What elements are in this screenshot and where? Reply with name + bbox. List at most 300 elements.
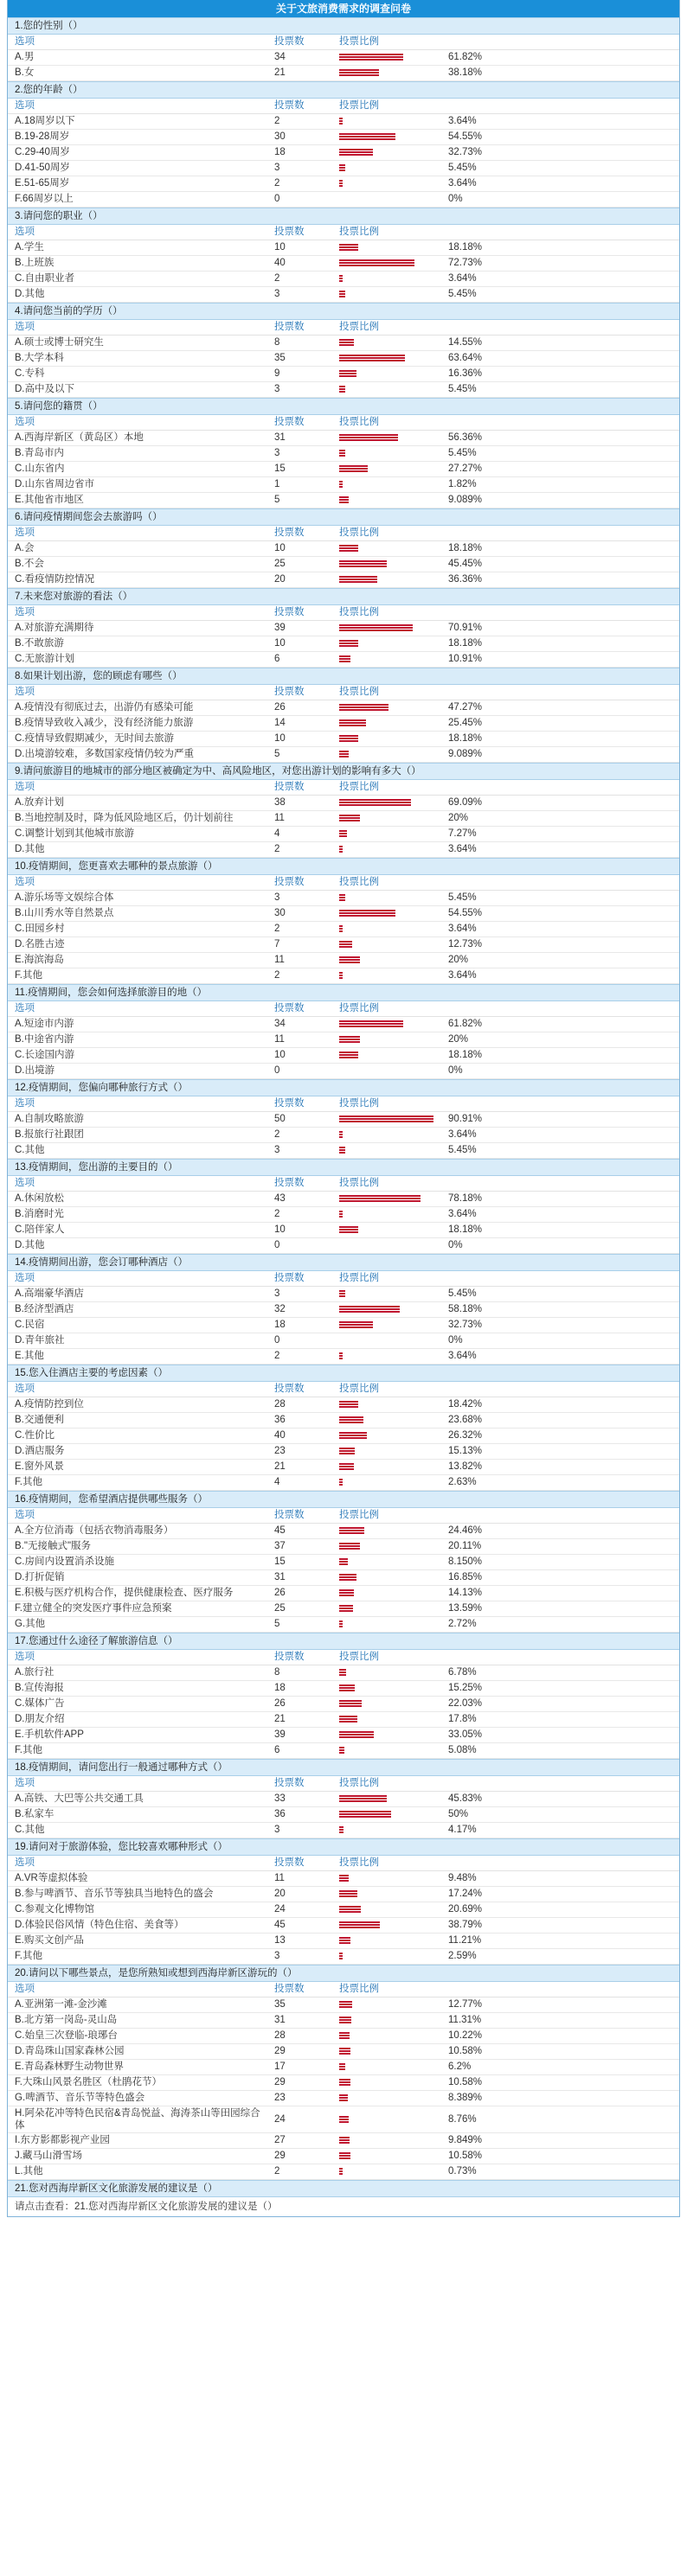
vote-ratio: 11.21% [448,1935,482,1946]
question-block-7 [8,588,679,668]
vote-count: 32 [267,1302,332,1318]
ratio-bar [339,259,414,267]
col-header-count: 投票数 [267,526,332,541]
option-label: B.私家车 [8,1807,267,1823]
col-header-ratio: 投票比例 [332,1382,679,1397]
table-header-row [8,1271,679,1287]
vote-count: 2 [267,114,332,130]
table-header-row [8,1001,679,1017]
vote-ratio: 3.64% [448,1351,477,1361]
vote-count: 3 [267,1287,332,1302]
ratio-bar [339,799,411,807]
vote-count: 21 [267,1712,332,1728]
survey-results-page [7,0,680,2217]
col-header-ratio: 投票比例 [332,685,679,700]
vote-ratio-cell [332,1143,679,1159]
question-block-20 [8,1965,679,2180]
col-header-option: 选项 [8,225,267,240]
vote-ratio-cell [332,621,679,636]
vote-ratio-cell [332,1318,679,1333]
ratio-bar [339,2048,350,2055]
vote-ratio: 13.59% [448,1603,483,1614]
vote-count: 25 [267,1601,332,1617]
vote-count: 2 [267,1128,332,1143]
vote-ratio: 26.32% [448,1430,483,1441]
vote-ratio-cell [332,953,679,968]
col-header-option: 选项 [8,320,267,336]
vote-ratio-cell [332,367,679,382]
option-label: B.大学本科 [8,351,267,367]
ratio-bar [339,1211,343,1218]
ratio-bar [339,2063,345,2071]
ratio-bar [339,640,358,648]
option-label: B."无接触式"服务 [8,1539,267,1555]
option-label: B.女 [8,66,267,81]
ratio-bar [339,1448,355,1455]
ratio-bar-track [339,624,443,632]
option-label: A.西海岸新区（黄岛区）本地 [8,431,267,446]
ratio-bar [339,941,352,949]
results-table [8,1001,679,1079]
question-block-17 [8,1633,679,1759]
ratio-bar [339,545,358,553]
vote-ratio-cell [332,1524,679,1539]
vote-ratio: 2.59% [448,1951,477,1961]
table-row [8,1681,679,1697]
ratio-bar [339,339,354,347]
vote-ratio: 36.36% [448,574,483,585]
vote-ratio: 25.45% [448,718,483,728]
ratio-bar [339,1921,380,1929]
table-row [8,50,679,66]
table-row [8,1743,679,1759]
vote-count: 3 [267,446,332,462]
ratio-bar-track [339,133,443,141]
vote-ratio: 18.18% [448,733,483,744]
ratio-bar [339,69,379,77]
option-label: B.上班族 [8,256,267,272]
option-label: I.东方影都影视产业园 [8,2133,267,2149]
ratio-bar-track [339,1589,443,1597]
ratio-bar-track [339,118,443,125]
vote-ratio: 12.77% [448,1999,483,2010]
vote-ratio: 24.46% [448,1525,483,1536]
ratio-bar [339,2001,352,2009]
ratio-bar-track [339,339,443,347]
results-table [8,1650,679,1759]
vote-ratio-cell [332,114,679,130]
col-header-ratio: 投票比例 [332,526,679,541]
option-label: E.其他省市地区 [8,493,267,508]
vote-ratio: 0% [448,1065,463,1076]
vote-count: 39 [267,1728,332,1743]
option-label: D.青年旅社 [8,1333,267,1349]
table-row [8,1570,679,1586]
ratio-bar-track [339,2001,443,2009]
vote-count: 23 [267,2091,332,2106]
ratio-bar-track [339,1747,443,1755]
option-label: A.疫情防控到位 [8,1397,267,1413]
vote-ratio-cell [332,1032,679,1048]
table-row [8,572,679,588]
vote-ratio-cell [332,1949,679,1965]
vote-ratio: 3.64% [448,116,477,126]
option-label: D.酒店服务 [8,1444,267,1460]
table-row [8,382,679,398]
vote-count: 3 [267,891,332,906]
table-row [8,922,679,937]
ratio-bar-track [339,1669,443,1677]
ratio-bar-track [339,1131,443,1139]
table-row [8,842,679,858]
ratio-bar-track [339,164,443,172]
col-header-option: 选项 [8,1508,267,1524]
vote-ratio-cell [332,652,679,668]
option-label: A.自制攻略旅游 [8,1112,267,1128]
vote-ratio-cell [332,937,679,953]
ratio-bar-track [339,1306,443,1314]
question-block-14 [8,1254,679,1365]
ratio-bar [339,2168,343,2176]
table-row [8,176,679,192]
vote-count: 10 [267,240,332,256]
col-header-ratio: 投票比例 [332,1776,679,1792]
ratio-bar-track [339,799,443,807]
vote-ratio-cell [332,1287,679,1302]
vote-ratio-cell [332,891,679,906]
vote-count: 29 [267,2044,332,2060]
question-title: 8.如果计划出游，您的顾虑有哪些（） [8,668,679,685]
vote-ratio: 32.73% [448,147,483,157]
ratio-bar-track [339,2137,443,2145]
option-label: C.参观文化博物馆 [8,1902,267,1918]
vote-count: 45 [267,1524,332,1539]
ratio-bar-track [339,1352,443,1360]
table-row [8,1823,679,1838]
ratio-bar-track [339,434,443,442]
ratio-bar [339,370,356,378]
col-header-option: 选项 [8,875,267,891]
vote-ratio-cell [332,161,679,176]
option-label: B.不会 [8,557,267,572]
results-table [8,415,679,508]
vote-ratio: 10.58% [448,2046,483,2056]
col-header-option: 选项 [8,1776,267,1792]
table-row [8,1207,679,1223]
vote-ratio-cell [332,256,679,272]
vote-ratio: 17.24% [448,1889,483,1899]
ratio-bar-track [339,1527,443,1535]
table-header-row [8,320,679,336]
vote-ratio-cell [332,1444,679,1460]
option-label: L.其他 [8,2164,267,2180]
ratio-bar [339,434,398,442]
vote-ratio: 2.72% [448,1619,477,1629]
table-header-row [8,225,679,240]
table-row [8,1064,679,1079]
vote-ratio: 3.64% [448,273,477,284]
ratio-bar-track [339,1795,443,1803]
table-row [8,732,679,747]
ratio-bar-track [339,259,443,267]
ratio-bar [339,1290,345,1298]
vote-ratio-cell [332,176,679,192]
ratio-bar-track [339,1463,443,1471]
col-header-ratio: 投票比例 [332,605,679,621]
ratio-bar-track [339,180,443,188]
ratio-bar-track [339,275,443,283]
ratio-bar [339,1432,367,1440]
ratio-bar [339,1795,387,1803]
table-row [8,621,679,636]
table-header-row [8,1176,679,1192]
question-block-19 [8,1838,679,1965]
option-label: E.其他 [8,1349,267,1365]
ratio-bar-track [339,2116,443,2124]
ratio-bar [339,244,358,252]
vote-ratio: 8.76% [448,2114,477,2125]
table-row [8,2091,679,2106]
vote-ratio: 38.18% [448,67,483,78]
col-header-ratio: 投票比例 [332,780,679,796]
ratio-bar [339,1826,344,1834]
page-title: 关于文旅消费需求的调查问卷 [8,0,679,17]
table-row [8,2029,679,2044]
option-label: F.建立健全的突发医疗事件应急预案 [8,1601,267,1617]
vote-ratio: 18.18% [448,543,483,553]
table-row [8,811,679,827]
vote-count: 4 [267,827,332,842]
table-row [8,1902,679,1918]
vote-ratio: 20% [448,1034,469,1045]
table-row [8,192,679,208]
ratio-bar [339,1543,360,1550]
vote-ratio: 10.58% [448,2151,483,2161]
table-row [8,493,679,508]
vote-ratio: 1.82% [448,479,477,489]
vote-ratio-cell [332,1192,679,1207]
vote-ratio: 0.73% [448,2166,477,2176]
vote-ratio: 54.55% [448,131,483,142]
table-row [8,968,679,984]
table-row [8,2133,679,2149]
results-table [8,780,679,858]
vote-count: 25 [267,557,332,572]
ratio-bar [339,2152,350,2160]
ratio-bar-track [339,69,443,77]
table-row [8,953,679,968]
ratio-bar [339,815,360,822]
col-header-ratio: 投票比例 [332,1508,679,1524]
table-row [8,796,679,811]
ratio-bar-track [339,1953,443,1960]
vote-count: 21 [267,1460,332,1475]
option-label: A.高铁、大巴等公共交通工具 [8,1792,267,1807]
col-header-option: 选项 [8,526,267,541]
vote-ratio: 8.389% [448,2093,483,2103]
ratio-bar [339,1574,356,1582]
col-header-count: 投票数 [267,320,332,336]
option-label: D.41-50周岁 [8,161,267,176]
table-row [8,1318,679,1333]
option-label: B.中途省内游 [8,1032,267,1048]
option-label: D.青岛珠山国家森林公园 [8,2044,267,2060]
question-title: 17.您通过什么途径了解旅游信息（） [8,1633,679,1650]
table-row [8,2106,679,2133]
vote-count: 31 [267,2013,332,2029]
ratio-bar-track [339,704,443,712]
col-header-option: 选项 [8,35,267,50]
ratio-bar [339,118,343,125]
ratio-bar [339,164,345,172]
vote-ratio-cell [332,796,679,811]
vote-ratio: 15.25% [448,1683,483,1693]
vote-ratio-cell [332,2060,679,2075]
option-label: C.自由职业者 [8,272,267,287]
ratio-bar-track [339,1067,443,1075]
ratio-bar-track [339,1337,443,1345]
vote-count: 2 [267,2164,332,2180]
ratio-bar-track [339,1921,443,1929]
ratio-bar-track [339,1716,443,1723]
table-row [8,1617,679,1633]
ratio-bar-track [339,54,443,61]
table-row [8,541,679,557]
ratio-bar-track [339,751,443,758]
results-table [8,1271,679,1365]
view-answers-link[interactable]: 请点击查看：21.您对西海岸新区文化旅游发展的建议是（） [15,2202,278,2212]
col-header-option: 选项 [8,605,267,621]
ratio-bar-track [339,195,443,203]
ratio-bar [339,1669,346,1677]
col-header-ratio: 投票比例 [332,1856,679,1871]
ratio-bar [339,1700,362,1708]
vote-count: 26 [267,1586,332,1601]
option-label: E.购买文创产品 [8,1934,267,1949]
question-block-6 [8,508,679,588]
vote-ratio: 20% [448,955,469,965]
option-label: C.专科 [8,367,267,382]
table-header-row [8,1508,679,1524]
question-title: 9.请问旅游目的地城市的部分地区被确定为中、高风险地区，对您出游计划的影响有多大（） [8,763,679,780]
vote-ratio: 45.83% [448,1793,483,1804]
vote-ratio-cell [332,2029,679,2044]
vote-count: 0 [267,1333,332,1349]
question-block-12 [8,1079,679,1159]
vote-ratio-cell [332,2106,679,2133]
option-label: D.山东省周边省市 [8,477,267,493]
option-label: D.朋友介绍 [8,1712,267,1728]
col-header-count: 投票数 [267,1096,332,1112]
option-label: A.学生 [8,240,267,256]
option-label: A.男 [8,50,267,66]
ratio-bar [339,1890,357,1898]
vote-ratio: 5.45% [448,163,477,173]
option-label: A.对旅游充满期待 [8,621,267,636]
ratio-bar [339,2094,348,2102]
ratio-bar-track [339,1574,443,1582]
vote-ratio: 18.18% [448,242,483,252]
option-label: C.疫情导致假期减少，无时间去旅游 [8,732,267,747]
vote-count: 23 [267,1444,332,1460]
option-label: B.山川秀水等自然景点 [8,906,267,922]
table-row [8,1871,679,1887]
col-header-option: 选项 [8,1982,267,1998]
vote-count: 29 [267,2075,332,2091]
vote-count: 10 [267,541,332,557]
vote-ratio-cell [332,1792,679,1807]
table-row [8,747,679,763]
option-label: A.全方位消毒（包括衣物消毒服务） [8,1524,267,1539]
vote-ratio-cell [332,1697,679,1712]
col-header-count: 投票数 [267,1271,332,1287]
option-label: B.当地控制及时，降为低风险地区后，仍计划前往 [8,811,267,827]
vote-count: 6 [267,1743,332,1759]
results-table [8,685,679,763]
vote-count: 3 [267,1823,332,1838]
vote-ratio-cell [332,145,679,161]
question-title: 2.您的年龄（） [8,81,679,99]
table-row [8,287,679,303]
table-row [8,652,679,668]
question-title: 6.请问疫情期间您会去旅游吗（） [8,508,679,526]
ratio-bar-track [339,1906,443,1914]
vote-ratio: 70.91% [448,623,483,633]
table-row [8,1555,679,1570]
col-header-ratio: 投票比例 [332,1176,679,1192]
table-row [8,1887,679,1902]
results-table [8,99,679,208]
vote-count: 3 [267,1949,332,1965]
ratio-bar [339,972,343,980]
vote-count: 11 [267,1871,332,1887]
option-label: C.长途国内游 [8,1048,267,1064]
ratio-bar [339,2017,351,2024]
option-label: B.宣传海报 [8,1681,267,1697]
vote-count: 30 [267,130,332,145]
table-row [8,827,679,842]
vote-ratio: 6.78% [448,1667,477,1678]
vote-count: 15 [267,462,332,477]
vote-ratio: 23.68% [448,1415,483,1425]
ratio-bar [339,1131,343,1139]
vote-count: 34 [267,50,332,66]
table-row [8,1397,679,1413]
ratio-bar-track [339,1020,443,1028]
table-row [8,2164,679,2180]
table-row [8,145,679,161]
table-row [8,161,679,176]
table-row [8,1460,679,1475]
table-row [8,130,679,145]
vote-ratio-cell [332,1712,679,1728]
ratio-bar-track [339,815,443,822]
vote-ratio: 6.2% [448,2061,472,2072]
ratio-bar-track [339,719,443,727]
vote-count: 2 [267,842,332,858]
ratio-bar-track [339,1147,443,1154]
vote-ratio-cell [332,1429,679,1444]
question-title: 11.疫情期间，您会如何选择旅游目的地（） [8,984,679,1001]
col-header-ratio: 投票比例 [332,225,679,240]
vote-ratio: 27.27% [448,463,483,474]
ratio-bar-track [339,830,443,838]
table-row [8,240,679,256]
vote-count: 38 [267,796,332,811]
vote-ratio: 16.85% [448,1572,483,1582]
vote-count: 14 [267,716,332,732]
ratio-bar-track [339,1448,443,1455]
